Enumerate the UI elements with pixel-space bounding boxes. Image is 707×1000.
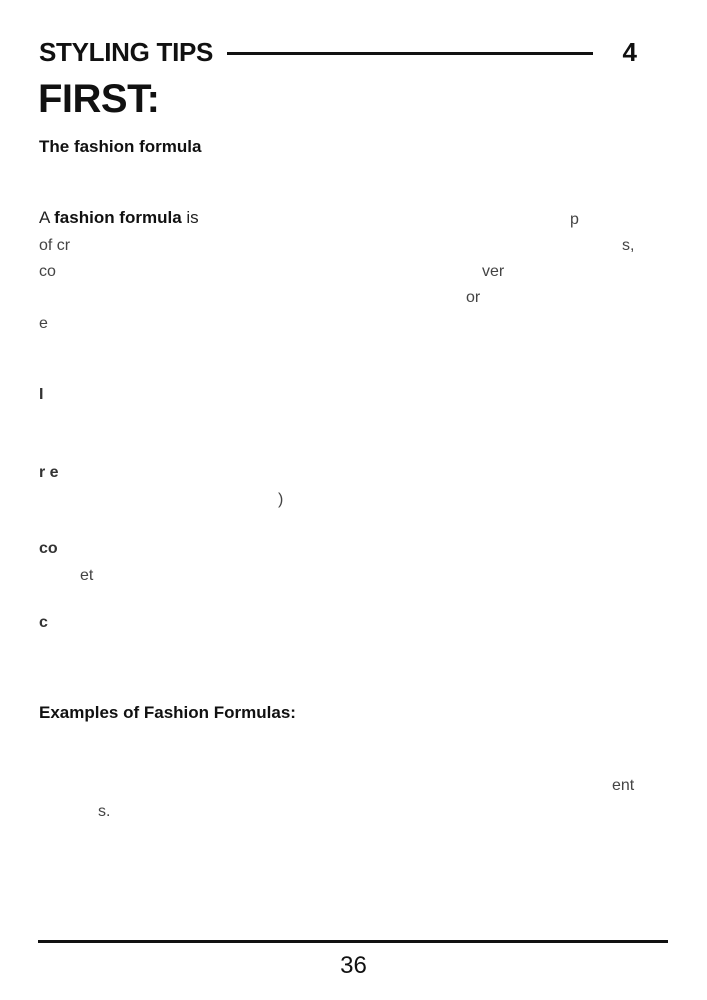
page-heading: FIRST: [38,77,160,121]
intro-lead-word: A [39,208,50,227]
examples-line3-tail: ent [612,777,635,794]
component-2-label: r e [39,464,59,481]
intro-line3-tail: ver [482,263,505,280]
component-1-label: I [39,386,44,403]
fashion-formula-term: fashion formula [54,208,182,227]
subheading: The fashion formula [39,137,202,156]
header-divider [227,52,592,55]
intro-line4-tail: or [466,289,481,306]
page-number: 36 [340,952,367,979]
component-3-sub: et [80,567,94,584]
component-2-tail: ) [278,491,284,508]
intro-line3: co [39,263,56,280]
examples-title: Examples of Fashion Formulas: [39,703,296,722]
chapter-number: 4 [622,36,637,67]
intro-paragraph [39,205,639,231]
intro-line2-tail: s, [622,237,635,254]
examples-line4-tail: s. [98,803,111,820]
intro-line1-tail: p [570,211,579,228]
intro-line5: e [39,315,48,332]
page-header [39,35,637,69]
component-4-label: c [39,614,48,631]
intro-line2: of cr [39,237,71,254]
footer-divider [38,940,668,943]
section-title: STYLING TIPS [39,36,214,67]
intro-after-term: is [186,208,199,227]
component-3-label: co [39,540,58,557]
